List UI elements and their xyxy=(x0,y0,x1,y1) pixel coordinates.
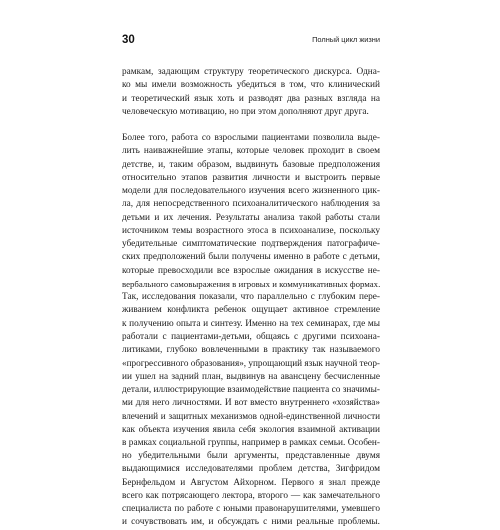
text-line: Бернфельдом и Августом Айхорном. Первого я знал прежде xyxy=(122,477,380,488)
text-line: но убедительными были аргументы, представленные двумя xyxy=(122,451,380,461)
text-line: Более того, работа со взрослыми пациентами позволила выде- xyxy=(122,133,380,143)
body-text xyxy=(122,66,380,530)
text-line: «прогрессивного образования», упрощающий язык научной теор- xyxy=(122,358,380,369)
text-line: как объекта изучения явила себя экология взаимной активации xyxy=(122,424,380,435)
text-line: источником темы возрастного этоса в психоанализе, поскольку xyxy=(122,225,380,236)
text-line: относительно этапов развития личности и выстроить первые xyxy=(122,172,380,183)
text-line: работали с пациентами-детьми, общаясь с другими психоана- xyxy=(122,331,380,342)
text-line: детстве, и, таким образом, выдвинуть базовые предположения xyxy=(122,159,380,170)
text-line: выдающимися исследователями проблем детства, Зигфридом xyxy=(122,464,380,475)
text-line: литиками, глубоко вовлеченными в практику так называемого xyxy=(122,345,380,355)
text-line: и теоретический язык хоть и разводят два разных взгляда на xyxy=(122,93,380,104)
text-line: детьми и их лечения. Результаты анализа такой работы стали xyxy=(122,212,380,223)
page-number: 30 xyxy=(122,34,135,46)
text-line: вербального самовыражения в игровых и коммуникативных формах. xyxy=(122,278,381,289)
text-line: влечений и защитных механизмов одной-единственной личности xyxy=(122,411,380,422)
text-line: Так, исследования показали, что параллельно с глубоким пере- xyxy=(122,292,380,302)
text-line: человеческую мотивацию, но при этом дополняют друг друга. xyxy=(122,106,369,117)
text-line: которые превосходили все взрослые ожидания в искусстве не- xyxy=(122,265,380,276)
text-line: детали, иллюстрирующие взаимодействие пациента со значимы- xyxy=(122,384,380,395)
text-line: ла, для непосредственного психоаналитического наблюдения за xyxy=(122,199,380,210)
text-line: убедительные симптоматические подтверждения патографиче- xyxy=(122,239,380,249)
text-line: рамкам, задающим структуру теоретического дискурса. Одна- xyxy=(122,67,380,77)
paragraph-1 xyxy=(122,66,380,119)
text-line: модели для последовательного изучения всего жизненного цик- xyxy=(122,186,380,196)
text-line: специалиста по работе с юными правонарушителями, умевшего xyxy=(122,504,380,514)
text-line: ми для него личностями. И вот вместо внутреннего «хозяйства» xyxy=(122,398,380,408)
page-header xyxy=(122,33,380,49)
text-line: в рамках социальной группы, например в рамках семьи. Особен- xyxy=(122,437,380,448)
text-line: ии ушел на задний план, выдвинув на авансцену бесчисленные xyxy=(122,371,380,382)
text-line: и сочувствовать им, и обсуждать с ними реальные проблемы. xyxy=(122,517,380,528)
paragraph-2 xyxy=(122,132,380,530)
text-line: живанием конфликта ребенок ощущает активное стремление xyxy=(122,305,380,316)
text-line: к получению опыта и синтезу. Именно на тех семинарах, где мы xyxy=(122,318,380,329)
text-line: ских предположений были получены именно в работе с детьми, xyxy=(122,252,380,263)
text-line: ко мы имели возможность убедиться в том, что клинический xyxy=(122,80,380,91)
text-line: лить наиважнейшие этапы, которые человек проходит в своем xyxy=(122,146,380,157)
running-title: Полный цикл жизни xyxy=(312,35,380,44)
text-line: всего как потрясающего лектора, второго — как замечательного xyxy=(122,490,380,501)
